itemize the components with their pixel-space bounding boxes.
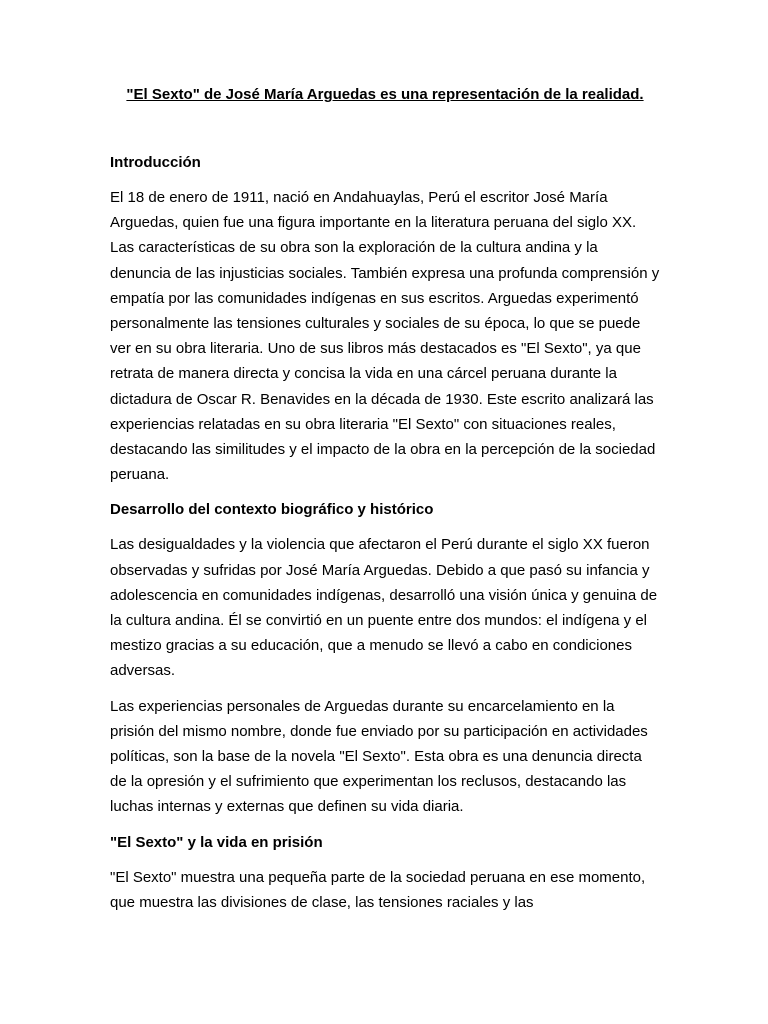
document-title: "El Sexto" de José María Arguedas es una representación de la realidad. bbox=[126, 86, 644, 103]
document-page bbox=[110, 82, 660, 915]
paragraph-contexto-2: Las experiencias personales de Arguedas durante su encarcelamiento en la prisión del mismo nombre, donde fue enviado por su participación en actividades políticas, son la base de la novela "El Sexto". Esta obra es una denuncia directa de la opresión y el sufrimiento que experimentan los reclusos, destacando las luchas internas y externas que definen su vida diaria. bbox=[110, 697, 648, 816]
paragraph-vida-en-prision: "El Sexto" muestra una pequeña parte de la sociedad peruana en ese momento, que muestra las divisiones de clase, las tensiones raciales y las bbox=[110, 868, 646, 911]
section-heading-introduccion: Introducción bbox=[110, 154, 201, 171]
paragraph-introduccion: El 18 de enero de 1911, nació en Andahuaylas, Perú el escritor José María Arguedas, quien fue una figura importante en la literatura peruana del siglo XX. Las características de su obra son la exploración de la cultura andina y la denuncia de las injusticias sociales. También expresa una profunda comprensión y empatía por las comunidades indígenas en sus escritos. Arguedas experimentó personalmente las tensiones culturales y sociales de su época, lo que se puede ver en su obra literaria. Uno de sus libros más destacados es "El Sexto", ya que retrata de manera directa y concisa la vida en una cárcel peruana durante la dictadura de Oscar R. Benavides en la década de 1930. Este escrito analizará las experiencias relatadas en su obra literaria "El Sexto" con situaciones reales, destacando las similitudes y el impacto de la obra en la percepción de la sociedad peruana. bbox=[110, 189, 660, 484]
section-heading-contexto: Desarrollo del contexto biográfico y histórico bbox=[110, 501, 434, 519]
section-heading-vida-en-prision: "El Sexto" y la vida en prisión bbox=[110, 833, 323, 851]
paragraph-contexto-1: Las desigualdades y la violencia que afectaron el Perú durante el siglo XX fueron observadas y sufridas por José María Arguedas. Debido a que pasó su infancia y adolescencia en comunidades indígenas, desarrolló una visión única y genuina de la cultura andina. Él se convirtió en un puente entre dos mundos: el indígena y el mestizo gracias a su educación, que a menudo se llevó a cabo en condiciones adversas. bbox=[110, 536, 658, 680]
